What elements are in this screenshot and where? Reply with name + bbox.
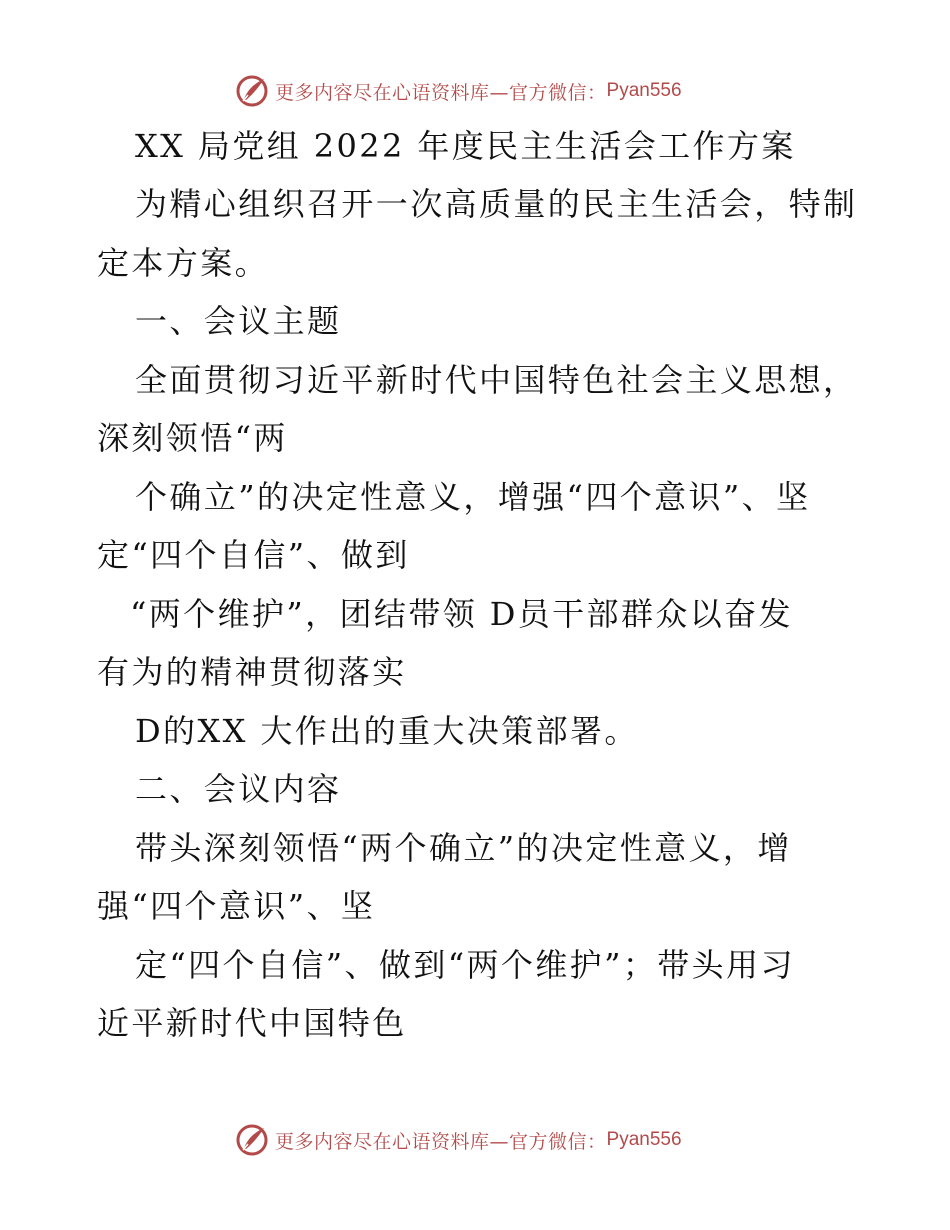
paragraph-line: “两个维护”，团结带领 D员干部群众以奋发 bbox=[130, 595, 793, 633]
footer-wechat-id: Pyan556 bbox=[606, 1129, 682, 1150]
paragraph-line: 深刻领悟“两 bbox=[97, 419, 288, 457]
quill-logo-icon bbox=[235, 1123, 269, 1157]
paragraph-line: 有为的精神贯彻落实 bbox=[97, 653, 407, 691]
header-banner bbox=[235, 73, 682, 109]
paragraph-line: 定本方案。 bbox=[97, 244, 270, 282]
paragraph-line: 定“四个自信”、做到“两个维护”；带头用习 bbox=[135, 946, 795, 984]
section-heading: 二、会议内容 bbox=[135, 770, 342, 808]
document-title: XX 局党组 2022 年度民主生活会工作方案 bbox=[135, 127, 796, 165]
paragraph-line: 全面贯彻习近平新时代中国特色社会主义思想， bbox=[135, 361, 858, 399]
quill-logo-icon bbox=[235, 74, 269, 108]
header-wechat-id: Pyan556 bbox=[606, 80, 682, 101]
paragraph-line: 近平新时代中国特色 bbox=[97, 1004, 407, 1042]
paragraph-line: D的XX 大作出的重大决策部署。 bbox=[135, 712, 639, 750]
paragraph-line: 带头深刻领悟“两个确立”的决定性意义，增 bbox=[135, 829, 792, 867]
paragraph-line: 强“四个意识”、坚 bbox=[97, 887, 376, 925]
paragraph-line: 为精心组织召开一次高质量的民主生活会，特制 bbox=[135, 185, 858, 223]
paragraph-line: 个确立”的决定性意义，增强“四个意识”、坚 bbox=[135, 478, 811, 516]
paragraph-line: 定“四个自信”、做到 bbox=[97, 536, 410, 574]
section-heading: 一、会议主题 bbox=[135, 302, 342, 340]
footer-banner-text: 更多内容尽在心语资料库—官方微信： bbox=[275, 1130, 607, 1153]
header-banner-text: 更多内容尽在心语资料库—官方微信： bbox=[275, 81, 607, 104]
footer-banner bbox=[235, 1122, 682, 1158]
